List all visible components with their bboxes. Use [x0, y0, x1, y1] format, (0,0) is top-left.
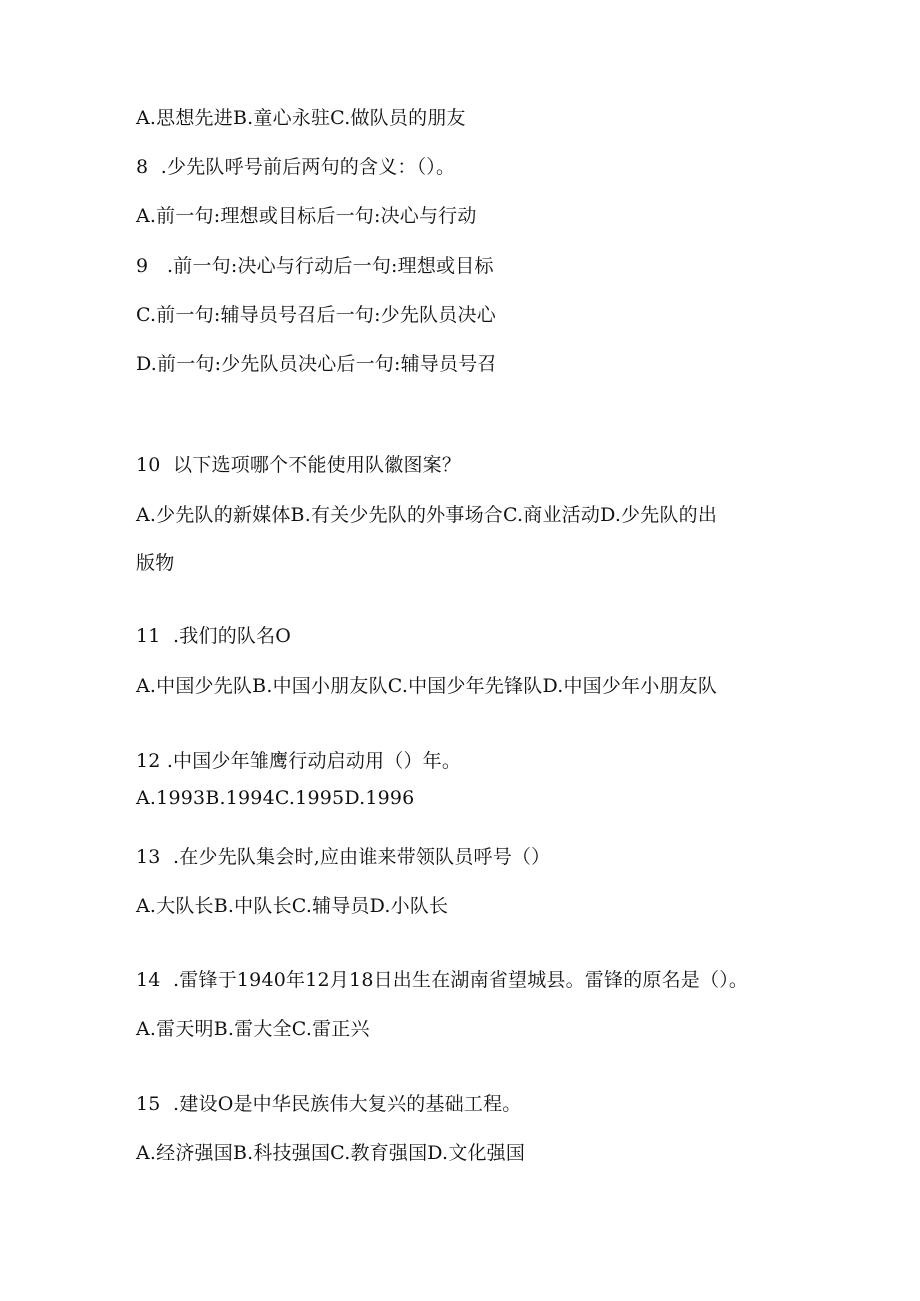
q12-question: 12 .中国少年雏鹰行动启动用（）年。	[136, 750, 462, 772]
q10-options: A.少先队的新媒体B.有关少先队的外事场合C.商业活动D.少先队的出	[136, 504, 718, 526]
q15-question: 15 .建设O是中华民族伟大复兴的基础工程。	[136, 1093, 522, 1115]
q14-options: A.雷天明B.雷大全C.雷正兴	[136, 1018, 370, 1040]
q8-question: 8 .少先队呼号前后两句的含义：（）。	[136, 156, 456, 178]
option-d-line: D.前一句:少先队员决心后一句:辅导员号召	[136, 353, 497, 375]
q8-option-a: A.前一句:理想或目标后一句:决心与行动	[136, 205, 477, 227]
option-c-line: C.前一句:辅导员号召后一句:少先队员决心	[136, 304, 496, 326]
q13-question: 13 .在少先队集会时,应由谁来带领队员呼号（）	[136, 846, 551, 868]
q9-line: 9 .前一句:决心与行动后一句:理想或目标	[136, 255, 494, 277]
q11-question: 11 .我们的队名O	[136, 625, 292, 647]
q14-question: 14 .雷锋于1940年12月18日出生在湖南省望城县。雷锋的原名是（）。	[136, 969, 749, 991]
q7-options: A.思想先进B.童心永驻C.做队员的朋友	[136, 107, 466, 129]
q11-options: A.中国少先队B.中国小朋友队C.中国少年先锋队D.中国少年小朋友队	[136, 675, 718, 697]
q15-options: A.经济强国B.科技强国C.教育强国D.文化强国	[136, 1142, 526, 1164]
q10-question: 10 以下选项哪个不能使用队徽图案？	[136, 454, 462, 476]
q10-options-continued: 版物	[136, 552, 175, 574]
q13-options: A.大队长B.中队长C.辅导员D.小队长	[136, 895, 449, 917]
q12-options: A.1993B.1994C.1995D.1996	[136, 787, 415, 809]
